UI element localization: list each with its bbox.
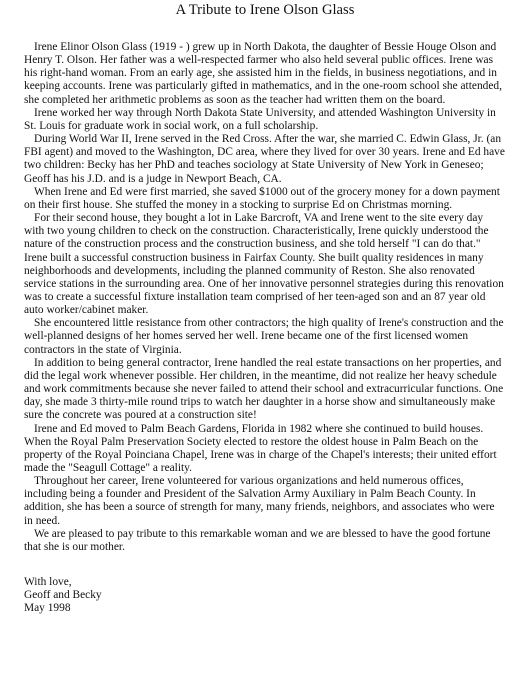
closing-date: May 1998	[24, 602, 71, 615]
closing-salutation: With love,	[24, 576, 72, 589]
paragraph-education: Irene worked her way through North Dakota State University, and attended Washington University in St. Louis for graduate work in social work, on a full scholarship.	[24, 106, 496, 132]
paragraph-early-life: Irene Elinor Olson Glass (1919 - ) grew up in North Dakota, the daughter of Bessie Houge Olson and Henry T. Olson. Her father was a well-respected farmer who also held several public offices. Irene was his right-hand woman. From an early age, she assisted him in the fields, in business negotiations, and in keeping accounts. Irene was particularly gifted in mathematics, and in the one-room school she attended, she completed her arithmetic problems as soon as the teacher had written them on the board.	[24, 41, 502, 106]
paragraph-palm-beach: Irene and Ed moved to Palm Beach Gardens, Florida in 1982 where she continued to build houses. When the Royal Palm Preservation Society elected to restore the oldest house in Palm Beach on the property of the Royal Poinciana Chapel, Irene was in charge of the Chapel's interests; their united effort made the "Seagull Cottage" a reality.	[24, 422, 497, 474]
closing-block	[24, 576, 506, 615]
paragraph-real-estate: In addition to being general contractor, Irene handled the real estate transactions on her properties, and did the legal work whenever possible. Her children, in the meantime, did not realize her heavy schedule and work commitments because she never failed to attend their school and extracurricular functions. One day, she made 3 thirty-mile round trips to watch her daughter in a horse show and simultaneously make sure the concrete was poured at a construction site!	[24, 356, 504, 422]
paragraph-first-house: When Irene and Ed were first married, she saved $1000 out of the grocery money for a down payment on their first house. She stuffed the money in a stocking to surprise Ed on Christmas morning.	[24, 185, 500, 211]
paragraph-volunteer-work: Throughout her career, Irene volunteered for various organizations and held numerous offices, including being a founder and President of the Salvation Army Auxiliary in Palm Beach County. In addition, she has been a source of strength for many, many friends, neighbors, and associates who were in need.	[24, 475, 495, 527]
paragraph-war-and-family: During World War II, Irene served in the Red Cross. After the war, she married C. Edwin Glass, Jr. (an FBI agent) and moved to the Washington, DC area, where they lived for over 30 years. Irene and Ed have two children: Becky has her PhD and teaches sociology at State University of New York in Geneseo; Geoff has his J.D. and is a judge in Newport Beach, CA.	[24, 133, 505, 185]
tribute-body	[24, 41, 506, 554]
paragraph-construction-business: For their second house, they bought a lot in Lake Barcroft, VA and Irene went to the site every day with two young children to check on the construction. Characteristically, Irene quickly understood the nature of the construction process and the construction business, and she told herself "I can do that." Irene built a successful construction business in Fairfax County. She built quality residences in many neighborhoods and developments, including the planned community of Reston. She also renovated service stations in the surrounding area. One of her innovative personnel strategies during this renovation was to create a successful fixture installation team comprised of her teen-aged son and an 87 year old auto worker/cabinet maker.	[24, 212, 504, 317]
paragraph-tribute: We are pleased to pay tribute to this remarkable woman and we are blessed to have the good fortune that she is our mother.	[24, 527, 491, 553]
paragraph-contractor-recognition: She encountered little resistance from other contractors; the high quality of Irene's construction and the well-planned designs of her homes served her well. Irene became one of the first licensed women contractors in the state of Virginia.	[24, 317, 504, 356]
closing-signers: Geoff and Becky	[24, 589, 102, 602]
document-title: A Tribute to Irene Olson Glass	[175, 2, 355, 18]
